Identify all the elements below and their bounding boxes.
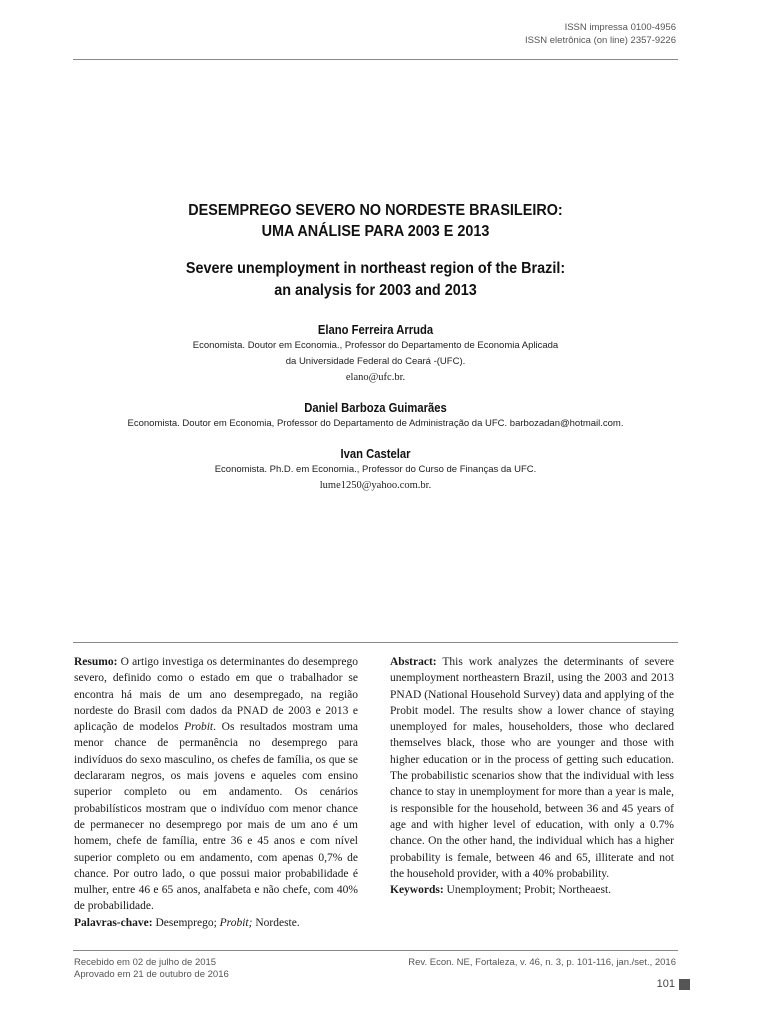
- abstract-label: Abstract:: [390, 656, 437, 668]
- issn-block: [525, 21, 676, 47]
- title-portuguese: [103, 200, 648, 242]
- resumo-text-a: O artigo investiga os determinantes do desemprego severo, definido como o estado em que o trabalhador se encontra há mais de um ano desempregado, na região nordeste do Brasil com dados da PNAD de 2003 e 2013 e aplicação de modelos: [74, 656, 358, 734]
- palavras-chave-label: Palavras-chave:: [74, 916, 153, 929]
- author-affiliation: Economista. Doutor em Economia., Professor do Departamento de Economia Aplicada: [192, 340, 559, 351]
- abstract-text: This work analyzes the determinants of severe unemployment northeastern Brazil, using the 2003 and 2013 PNAD (National Household Survey) data and applying of the Probit model. The results show a lower chance of staying unemployed for males, householders, those who declared themselves black, those who are younger and those with higher education or in the process of getting such education. The probabilistic scenarios show that the individual with less chance to stay in unemployment for more than a year is male, is responsible for the household, between 36 and 45 years of age and with higher level of education, with only a 0.7% chance. On the other hand, the individual which has a higher probability is female, between 46 and 65, illiterate and not the household provider, with a 40% probability.: [390, 656, 674, 880]
- author-3: [73, 446, 678, 494]
- header-rule: [73, 59, 678, 60]
- author-1: [73, 322, 678, 386]
- author-affiliation: Economista. Ph.D. em Economia., Professor do Curso de Finanças da UFC.: [214, 464, 537, 475]
- author-name: Ivan Castelar: [340, 447, 411, 461]
- issn-print: ISSN impressa 0100-4956: [564, 22, 676, 33]
- keywords-text: Unemployment; Probit; Northeaest.: [443, 884, 612, 897]
- citation: Rev. Econ. NE, Fortaleza, v. 46, n. 3, p. 101-116, jan./set., 2016: [408, 957, 676, 968]
- author-2: [73, 400, 678, 432]
- title-block: [73, 200, 678, 494]
- resumo-text-b: . Os resultados mostram uma menor chance de permanência no desemprego para indivíduos do sexo masculino, os chefes de família, os que se declararam negros, os mais jovens e aqueles com ensino superior completo ou em andamento. Os cenários probabilísticos mostram que o indivíduo com menor chance de permanecer no desemprego por mais de um ano é um homem, chefe de família, entre 36 e 45 anos e com nível superior completo ou em andamento, com apenas 0,7% de chance. Por outro lado, o que possui maior probabilidade é mulher, entre 46 e 65 anos, analfabeta e não chefe, com 40% de probabilidade.: [74, 721, 358, 913]
- palavras-chave-probit: Probit;: [219, 916, 253, 929]
- author-name: Daniel Barboza Guimarães: [304, 401, 447, 415]
- footer-rule: [73, 950, 678, 951]
- dates-block: [74, 957, 229, 981]
- resumo-column: [74, 654, 358, 931]
- issn-online: ISSN eletrônica (on line) 2357-9226: [524, 35, 676, 46]
- palavras-chave-a: Desemprego;: [152, 916, 220, 929]
- author-email: lume1250@yahoo.com.br.: [319, 480, 432, 491]
- page-number: 101: [656, 978, 675, 990]
- title-en-line1: Severe unemployment in northeast region of the Brazil:: [185, 260, 566, 277]
- author-email: elano@ufc.br.: [345, 372, 406, 383]
- title-pt-line1: DESEMPREGO SEVERO NO NORDESTE BRASILEIRO:: [188, 202, 563, 219]
- page-number-block: [657, 978, 690, 990]
- title-english: [103, 258, 648, 302]
- received-date: Recebido em 02 de julho de 2015: [74, 957, 217, 968]
- title-pt-line2: UMA ANÁLISE PARA 2003 E 2013: [261, 223, 490, 240]
- resumo-probit: Probit: [184, 721, 214, 734]
- author-affiliation: Economista. Doutor em Economia, Professor do Departamento de Administração da UFC. barbozadan@hotmail.com.: [127, 418, 624, 429]
- abstract-column: [390, 654, 674, 898]
- approved-date: Aprovado em 21 de outubro de 2016: [74, 969, 229, 980]
- resumo-label: Resumo:: [74, 656, 118, 668]
- abstract-top-rule: [73, 642, 678, 643]
- author-name: Elano Ferreira Arruda: [317, 323, 434, 337]
- title-en-line2: an analysis for 2003 and 2013: [274, 282, 477, 299]
- author-affiliation: da Universidade Federal do Ceará -(UFC).: [285, 356, 466, 367]
- keywords-label: Keywords:: [390, 884, 444, 897]
- square-marker-icon: [679, 979, 690, 990]
- palavras-chave-b: Nordeste.: [252, 916, 300, 929]
